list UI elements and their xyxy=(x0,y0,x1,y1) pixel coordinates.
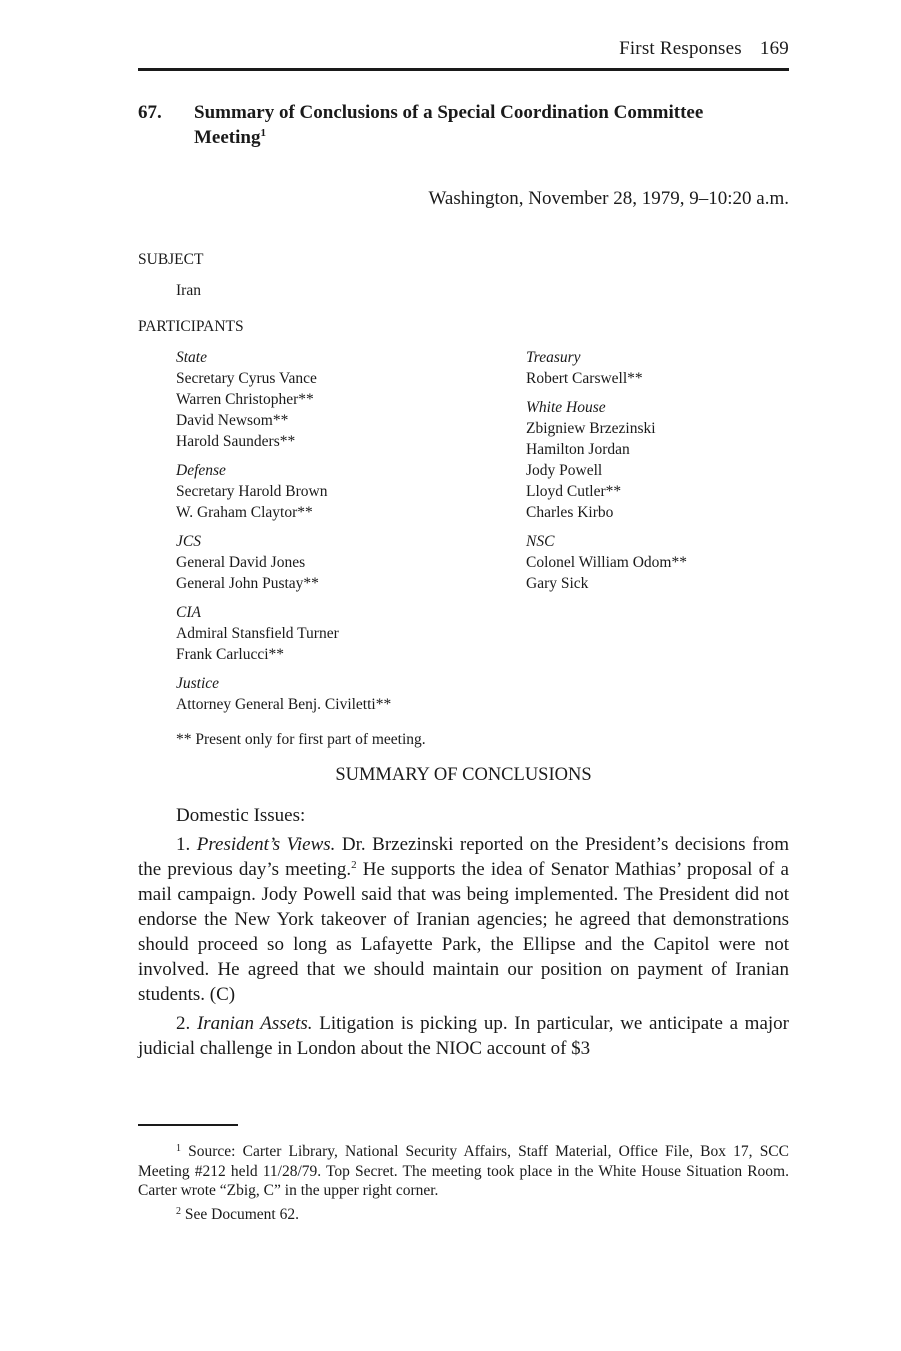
page-number: 169 xyxy=(759,38,789,59)
footnote-mark: 2 xyxy=(176,1205,181,1217)
agency-group-white-house xyxy=(526,397,786,523)
footnote-2 xyxy=(138,1205,789,1225)
agency-group-treasury xyxy=(526,347,786,389)
agency-label: JCS xyxy=(176,533,201,550)
agency-label: NSC xyxy=(526,533,555,550)
summary-paragraph-2 xyxy=(138,1011,789,1061)
agency-group-jcs xyxy=(176,531,516,594)
participant: W. Graham Claytor** xyxy=(176,504,313,521)
agency-label: Treasury xyxy=(526,349,581,366)
footnote-1 xyxy=(138,1142,789,1201)
participant: Harold Saunders** xyxy=(176,433,296,450)
footnote-text: See Document 62. xyxy=(181,1205,299,1223)
participants-note: ** Present only for first part of meeting. xyxy=(176,731,426,748)
participant: General David Jones xyxy=(176,554,306,571)
agency-group-cia xyxy=(176,602,516,665)
participant: Gary Sick xyxy=(526,575,589,592)
participant: Admiral Stansfield Turner xyxy=(176,625,339,642)
agency-label: White House xyxy=(526,399,606,416)
document-title xyxy=(194,100,738,150)
footnote-ref-2[interactable]: 2 xyxy=(351,859,357,871)
participant: Zbigniew Brzezinski xyxy=(526,420,656,437)
agency-group-justice xyxy=(176,673,516,715)
paragraph-title: Iranian Assets. xyxy=(196,1013,313,1034)
participant: Hamilton Jordan xyxy=(526,441,630,458)
summary-intro: Domestic Issues: xyxy=(176,805,306,826)
agency-group-nsc xyxy=(526,531,786,594)
participants-left-column xyxy=(176,347,516,723)
summary-body xyxy=(138,803,789,1061)
summary-paragraph-1 xyxy=(138,832,789,1007)
participant: Secretary Cyrus Vance xyxy=(176,370,317,387)
document-title-text: Summary of Conclusions of a Special Coordination Committee Meeting xyxy=(194,102,704,148)
document-page xyxy=(138,0,789,1351)
participant: Colonel William Odom** xyxy=(526,554,687,571)
footnotes xyxy=(138,1142,789,1228)
participant: Jody Powell xyxy=(526,462,603,479)
header-rule xyxy=(138,68,789,71)
agency-group-defense xyxy=(176,460,516,523)
participant: Frank Carlucci** xyxy=(176,646,285,663)
summary-heading: SUMMARY OF CONCLUSIONS xyxy=(335,765,592,785)
subject-label: SUBJECT xyxy=(138,251,204,268)
participant: Lloyd Cutler** xyxy=(526,483,622,500)
document-number: 67. xyxy=(138,102,162,123)
paragraph-text: He supports the idea of Senator Mathias’ proposal of a mail campaign. Jody Powell said that was being implemented. The President did not endorse the New York takeover of Iranian agencies; he agreed that demonstrations should proceed so long as Lafayette Park, the Ellipse and the Capitol were not involved. He agreed that we should maintain our position on payment of Iranian students. (C) xyxy=(138,859,789,1005)
participant: Secretary Harold Brown xyxy=(176,483,328,500)
agency-label: State xyxy=(176,349,207,366)
running-head-section: First Responses xyxy=(619,38,742,59)
participant: David Newsom** xyxy=(176,412,289,429)
participant: Robert Carswell** xyxy=(526,370,643,387)
footnote-ref-1[interactable]: 1 xyxy=(260,127,266,139)
dateline: Washington, November 28, 1979, 9–10:20 a.m. xyxy=(428,188,789,209)
participant: Warren Christopher** xyxy=(176,391,314,408)
participants-right-column xyxy=(526,347,786,602)
paragraph-text: Litigation is picking up. In particular, we anticipate a major judicial challenge in London about the NIOC account of $3 xyxy=(138,1013,789,1059)
paragraph-text: Dr. Brzezinski reported on the President’s decisions from the previous day’s meeting. xyxy=(138,834,790,880)
footnote-mark: 1 xyxy=(176,1143,181,1154)
footnote-text: Source: Carter Library, National Security Affairs, Staff Material, Office File, Box 17, SCC Meeting #212 held 11/28/79. Top Secret. The meeting took place in the White House Situation Room. Carter wrote “Zbig, C” in the upper right corner. xyxy=(138,1143,789,1199)
participant: General John Pustay** xyxy=(176,575,319,592)
paragraph-number: 1. xyxy=(176,834,191,855)
agency-label: CIA xyxy=(176,604,201,621)
agency-group-state xyxy=(176,347,516,452)
document-heading xyxy=(138,100,738,150)
participant: Attorney General Benj. Civiletti** xyxy=(176,696,392,713)
paragraph-number: 2. xyxy=(176,1013,191,1034)
running-head xyxy=(619,38,789,60)
paragraph-title: President’s Views. xyxy=(196,834,336,855)
footnote-rule xyxy=(138,1124,238,1126)
participant: Charles Kirbo xyxy=(526,504,614,521)
agency-label: Defense xyxy=(176,462,226,479)
participants-label: PARTICIPANTS xyxy=(138,318,244,335)
subject-value: Iran xyxy=(176,282,201,299)
agency-label: Justice xyxy=(176,675,220,692)
